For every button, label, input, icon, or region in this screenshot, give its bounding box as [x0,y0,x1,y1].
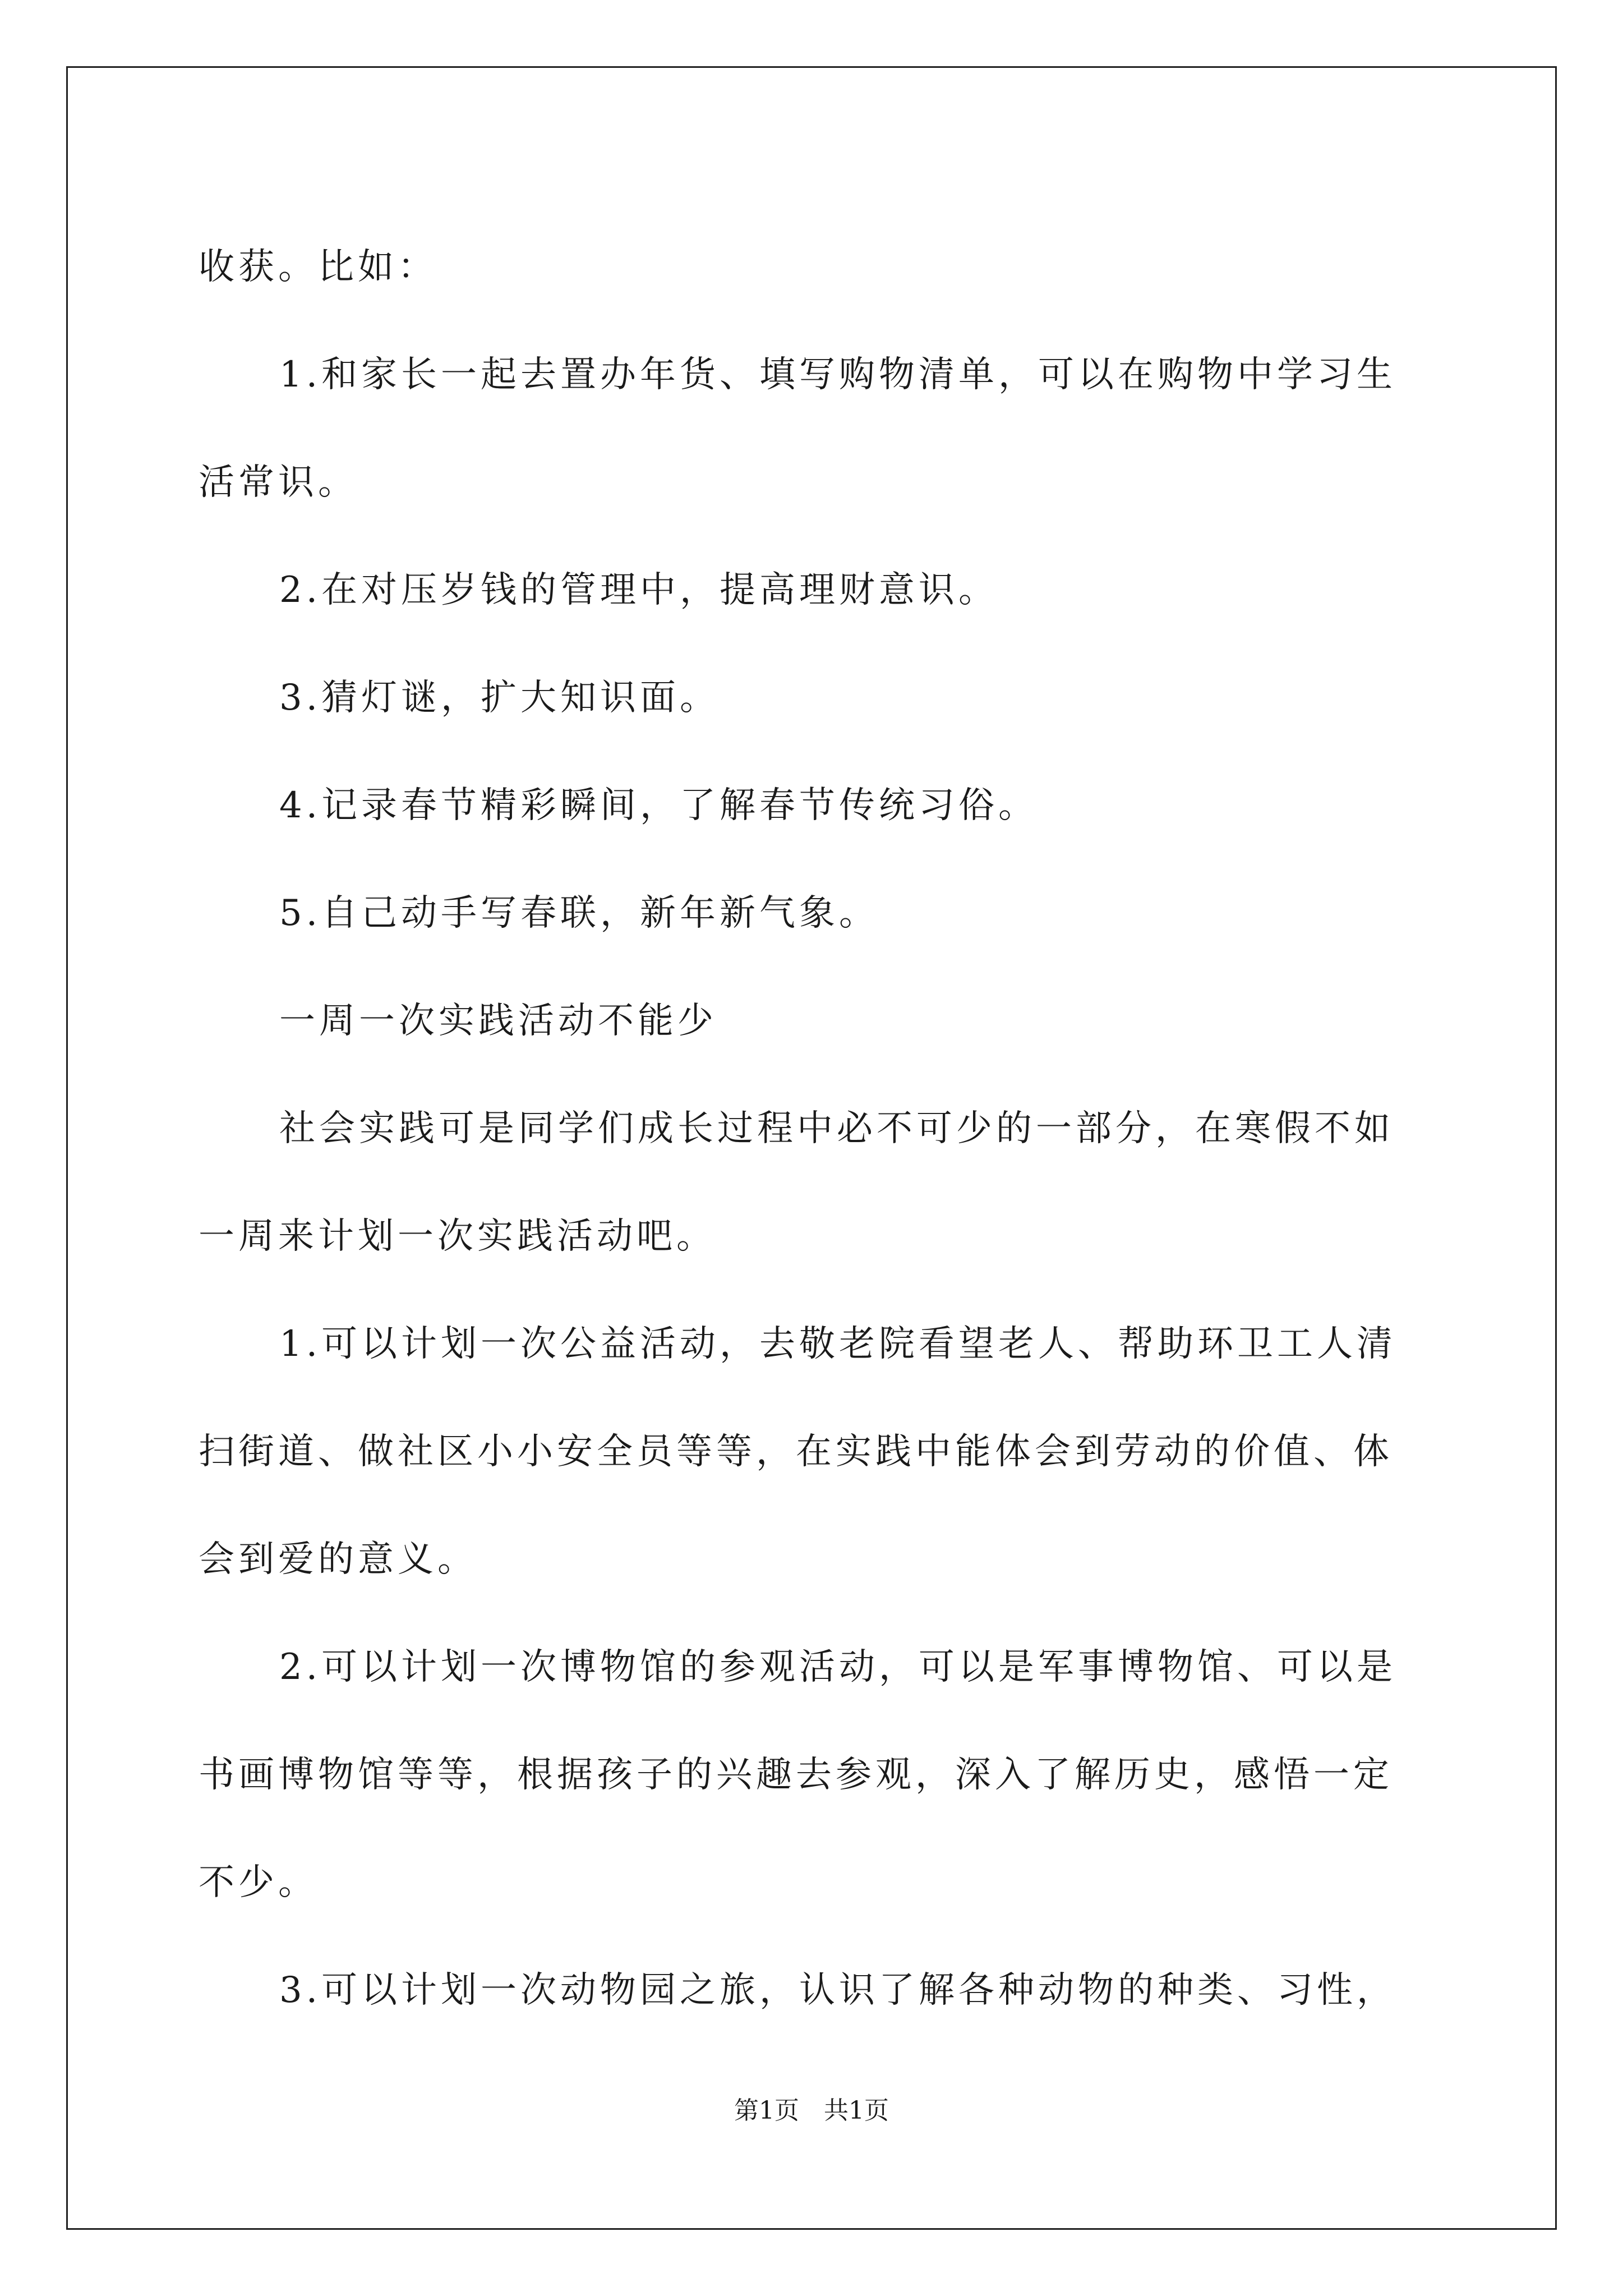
paragraph: 3.猜灯谜，扩大知识面。 [279,677,720,719]
paragraph: 4.记录春节精彩瞬间，了解春节传统习俗。 [279,785,1039,826]
paragraph: 社会实践可是同学们成长过程中必不可少的一部分，在寒假不如一周来计划一次实践活动吧。 [199,1108,1394,1257]
paragraph: 收获。比如： [199,246,437,288]
section-heading: 一周一次实践活动不能少 [279,1000,717,1042]
paragraph: 1.可以计划一次公益活动，去敬老院看望老人、帮助环卫工人清扫街道、做社区小小安全员等等，在实践中能体会到劳动的价值、体会到爱的意义。 [199,1323,1397,1580]
paragraph: 1.和家长一起去置办年货、填写购物清单，可以在购物中学习生活常识。 [199,354,1397,503]
paragraph: 3.可以计划一次动物园之旅，认识了解各种动物的种类、习性， [279,1970,1397,2011]
page-footer [0,2090,1623,2126]
page-total: 共1页 [824,2096,889,2125]
paragraph: 5.自己动手写春联，新年新气象。 [279,892,879,934]
paragraph: 2.在对压岁钱的管理中，提高理财意识。 [279,569,999,611]
page-number: 第1页 [734,2096,799,2125]
document-body [199,213,1427,2044]
paragraph: 2.可以计划一次博物馆的参观活动，可以是军事博物馆、可以是书画博物馆等等，根据孩子的兴趣去参观，深入了解历史，感悟一定不少。 [199,1646,1397,1903]
